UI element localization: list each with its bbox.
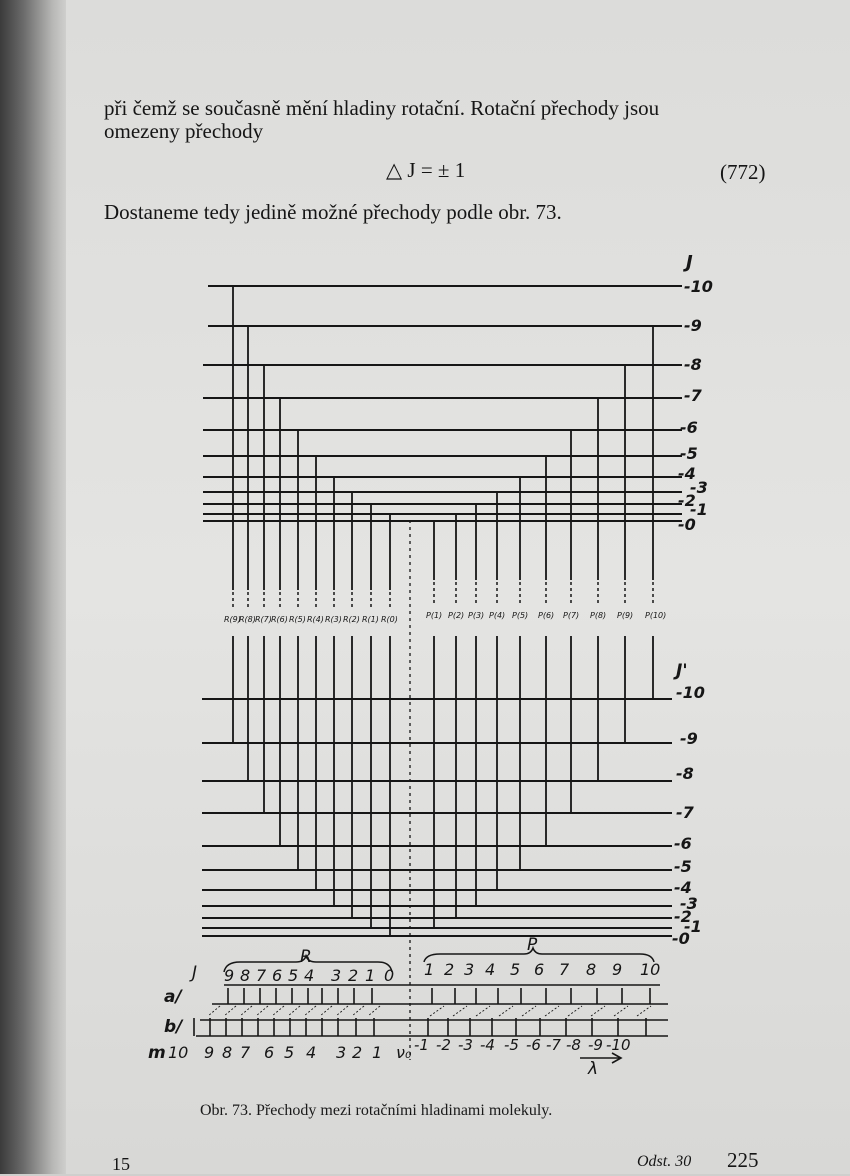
lower-level-label-2: -2 xyxy=(674,907,692,926)
shift-dash xyxy=(476,1006,490,1016)
bottom-j-r-value: 4 xyxy=(304,966,315,985)
p-branch-heading: P xyxy=(527,935,538,955)
p-branch-label: P(1) xyxy=(426,611,443,620)
shift-dash xyxy=(637,1006,651,1016)
lower-level-label-3: -3 xyxy=(680,894,698,913)
shift-dash xyxy=(304,1006,316,1016)
lower-level-label-5: -5 xyxy=(674,857,692,876)
m-p-value: -3 xyxy=(458,1036,473,1054)
m-r-value: 8 xyxy=(222,1043,233,1062)
lower-level-label-1: -1 xyxy=(684,917,702,936)
upper-level-label-3: -3 xyxy=(690,478,708,497)
lambda-label: λ xyxy=(588,1059,599,1079)
r-branch-label: R(2) xyxy=(343,615,360,624)
p-branch-label: P(9) xyxy=(617,611,634,620)
figure-caption: Obr. 73. Přechody mezi rotačními hladinami molekuly. xyxy=(200,1102,553,1119)
upper-level-label-5: -5 xyxy=(680,444,698,463)
bottom-j-r-value: 7 xyxy=(256,966,267,985)
m-label: m xyxy=(148,1043,166,1063)
page-number: 225 xyxy=(727,1148,759,1172)
section-label: Odst. 30 xyxy=(637,1153,692,1170)
r-branch-label: R(1) xyxy=(362,615,379,624)
p-branch-label: P(2) xyxy=(448,611,465,620)
r-branch-label: R(4) xyxy=(307,615,324,624)
bottom-j-p-value: 1 xyxy=(424,960,435,979)
m-r-value: 1 xyxy=(372,1043,383,1062)
bottom-j-p-value: 4 xyxy=(485,960,496,979)
bottom-j-r-value: 8 xyxy=(240,966,251,985)
paragraph-line-3: Dostaneme tedy jedině možné přechody podle obr. 73. xyxy=(104,200,562,224)
bottom-j-r-value: 2 xyxy=(348,966,359,985)
m-r-value: 3 xyxy=(336,1043,347,1062)
upper-level-label-0: -0 xyxy=(678,515,696,534)
bottom-j-p-value: 3 xyxy=(464,960,475,979)
m-r-value: 4 xyxy=(306,1043,317,1062)
p-branch-label: P(5) xyxy=(512,611,529,620)
bottom-j-r-value: 5 xyxy=(288,966,299,985)
shift-dash xyxy=(208,1006,220,1016)
m-r-value: 9 xyxy=(204,1043,215,1062)
shift-dash xyxy=(368,1006,380,1016)
m-p-value: -1 xyxy=(414,1036,429,1054)
shift-dash xyxy=(499,1006,513,1016)
shift-dash xyxy=(320,1006,332,1016)
bottom-j-r-value: 3 xyxy=(331,966,342,985)
r-branch-label: R(0) xyxy=(381,615,398,624)
r-branch-label: R(9) xyxy=(224,615,241,624)
paragraph-line-2: omezeny přechody xyxy=(104,119,264,143)
lower-level-label-9: -9 xyxy=(680,729,698,748)
shift-dash xyxy=(453,1006,467,1016)
r-branch-label: R(7) xyxy=(255,615,272,624)
p-branch-label: P(8) xyxy=(590,611,607,620)
r-branch-label: R(6) xyxy=(271,615,288,624)
m-r-value: 7 xyxy=(240,1043,251,1062)
upper-level-label-2: -2 xyxy=(678,491,696,510)
lower-level-label-0: -0 xyxy=(672,929,690,948)
upper-level-label-10: -10 xyxy=(684,277,713,296)
lower-level-label-10: -10 xyxy=(676,683,705,702)
p-branch-label: P(4) xyxy=(489,611,506,620)
shift-dash xyxy=(430,1006,444,1016)
row-b-label: b/ xyxy=(164,1017,183,1037)
shift-dash xyxy=(272,1006,284,1016)
bottom-j-r-value: 6 xyxy=(272,966,283,985)
m-p-value: -4 xyxy=(480,1036,495,1054)
upper-level-label-8: -8 xyxy=(684,355,702,374)
lower-level-label-7: -7 xyxy=(676,803,694,822)
lower-level-label-6: -6 xyxy=(674,834,692,853)
r-branch-label: R(8) xyxy=(239,615,256,624)
r-branch-heading: R xyxy=(300,947,312,967)
bottom-j-p-value: 5 xyxy=(510,960,521,979)
nu0-label: ν₀ xyxy=(396,1043,412,1062)
page-left-number: 15 xyxy=(112,1154,130,1174)
m-r-value: 6 xyxy=(264,1043,275,1062)
bottom-j-r-value: 0 xyxy=(384,966,395,985)
upper-level-label-9: -9 xyxy=(684,316,702,335)
r-branch-label: R(5) xyxy=(289,615,306,624)
shift-dash xyxy=(224,1006,236,1016)
shift-dash xyxy=(336,1006,348,1016)
equation-number: (772) xyxy=(720,160,766,184)
upper-level-label-4: -4 xyxy=(678,464,696,483)
shift-dash xyxy=(545,1006,559,1016)
equation: △ J = ± 1 xyxy=(386,158,466,182)
bottom-j-r-value: 1 xyxy=(365,966,376,985)
m-r-value: 2 xyxy=(352,1043,363,1062)
upper-level-label-7: -7 xyxy=(684,386,702,405)
m-p-value: -9 xyxy=(588,1036,603,1054)
bottom-j-p-value: 10 xyxy=(640,960,661,979)
p-branch-label: P(7) xyxy=(563,611,580,620)
bottom-j-p-value: 8 xyxy=(586,960,597,979)
bottom-j-p-value: 2 xyxy=(444,960,455,979)
m-p-value: -2 xyxy=(436,1036,451,1054)
m-p-value: -10 xyxy=(606,1036,631,1054)
upper-level-label-6: -6 xyxy=(680,418,698,437)
shift-dash xyxy=(614,1006,628,1016)
lower-level-label-8: -8 xyxy=(676,764,694,783)
row-a-label: a/ xyxy=(164,987,182,1007)
upper-j-axis-label: J xyxy=(686,252,693,273)
shift-dash xyxy=(256,1006,268,1016)
m-r-value: 10 xyxy=(168,1043,189,1062)
m-p-value: -7 xyxy=(546,1036,561,1054)
bottom-j-r-value: 9 xyxy=(224,966,235,985)
upper-level-label-1: -1 xyxy=(690,500,708,519)
shift-dash xyxy=(352,1006,364,1016)
shift-dash xyxy=(568,1006,582,1016)
lower-j-axis-label: J' xyxy=(676,661,688,681)
shift-dash xyxy=(591,1006,605,1016)
shift-dash xyxy=(522,1006,536,1016)
shift-dash xyxy=(288,1006,300,1016)
bottom-j-p-value: 6 xyxy=(534,960,545,979)
m-p-value: -5 xyxy=(504,1036,519,1054)
m-p-value: -8 xyxy=(566,1036,581,1054)
shift-dash xyxy=(240,1006,252,1016)
bottom-j-label: J xyxy=(192,963,198,983)
p-branch-label: P(3) xyxy=(468,611,485,620)
bottom-j-p-value: 9 xyxy=(612,960,623,979)
p-branch-label: P(10) xyxy=(645,611,667,620)
lower-level-label-4: -4 xyxy=(674,878,692,897)
m-p-value: -6 xyxy=(526,1036,541,1054)
paragraph-line-1: při čemž se současně mění hladiny rotační. Rotační přechody jsou xyxy=(104,96,660,120)
p-branch-label: P(6) xyxy=(538,611,555,620)
bottom-j-p-value: 7 xyxy=(559,960,570,979)
r-branch-label: R(3) xyxy=(325,615,342,624)
m-r-value: 5 xyxy=(284,1043,295,1062)
